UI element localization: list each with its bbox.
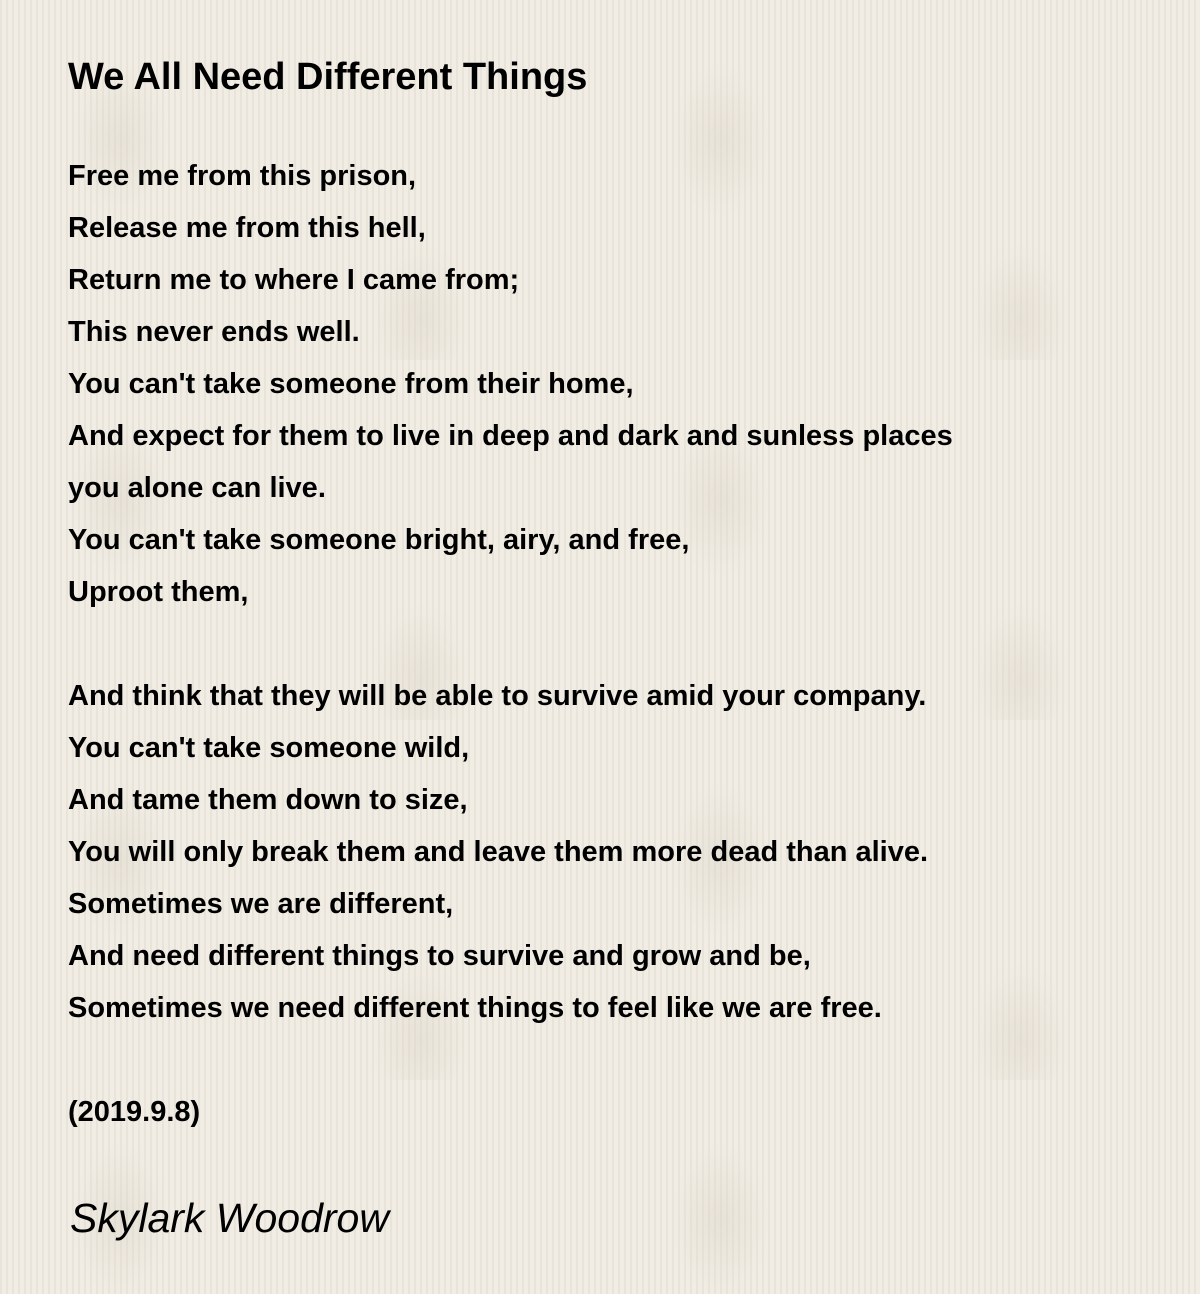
poem-author: Skylark Woodrow bbox=[70, 1195, 389, 1241]
poem-body bbox=[68, 150, 953, 1034]
poem-line: Return me to where I came from; bbox=[68, 264, 520, 296]
poem-line: You can't take someone from their home, bbox=[68, 368, 634, 400]
poem-line: Uproot them, bbox=[68, 576, 249, 608]
poem-line: And need different things to survive and grow and be, bbox=[68, 940, 811, 972]
poem-line: And expect for them to live in deep and dark and sunless places bbox=[68, 420, 953, 452]
poem-line: And tame them down to size, bbox=[68, 784, 468, 816]
poem-line: Sometimes we need different things to feel like we are free. bbox=[68, 992, 882, 1024]
poem-line: you alone can live. bbox=[68, 472, 326, 504]
poem-line: This never ends well. bbox=[68, 316, 360, 348]
poem-line: You will only break them and leave them more dead than alive. bbox=[68, 836, 929, 868]
poem-line: You can't take someone bright, airy, and free, bbox=[68, 524, 690, 556]
poem-title: We All Need Different Things bbox=[68, 56, 588, 98]
poem-line: Sometimes we are different, bbox=[68, 888, 454, 920]
poem-line: Release me from this hell, bbox=[68, 212, 426, 244]
poem-line: Free me from this prison, bbox=[68, 160, 417, 192]
poem-line: And think that they will be able to survive amid your company. bbox=[68, 680, 927, 712]
stanza-break bbox=[68, 618, 953, 670]
poem-line: You can't take someone wild, bbox=[68, 732, 470, 764]
poem-date: (2019.9.8) bbox=[68, 1096, 201, 1128]
